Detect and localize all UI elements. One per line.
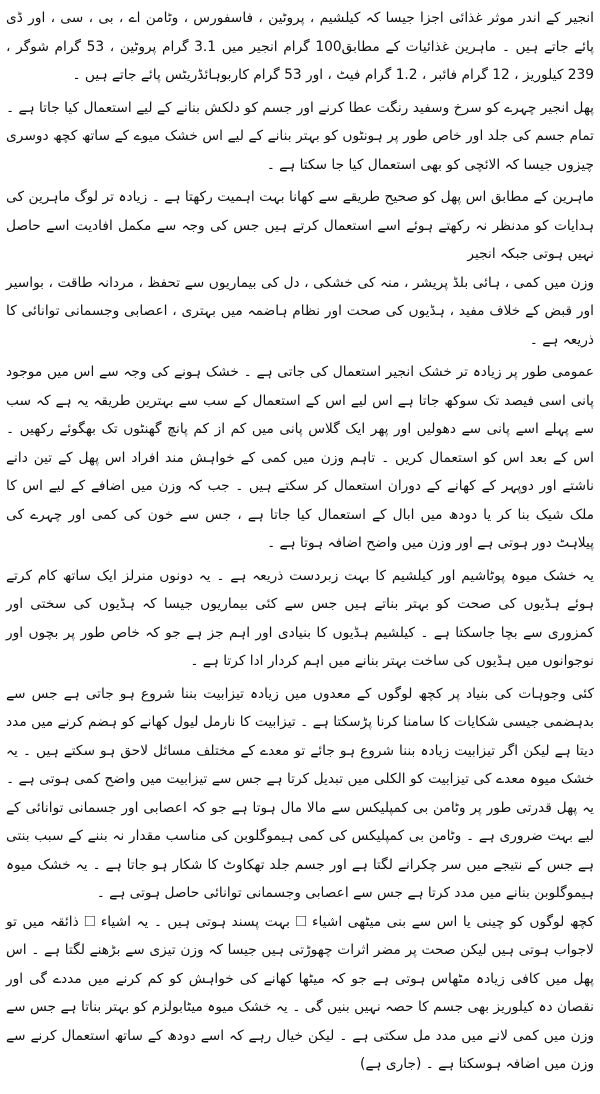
article-body bbox=[6, 4, 594, 1079]
paragraph-skin-beauty: پھل انجیر چہرے کو سرخ وسفید رنگت عطا کرنے اور جسم کو دلکش بنانے کے لیے استعمال کیا جاتا ہے ۔ تمام جسم کی جلد اور خاص طور پر ہونٹوں کو بہتر بنانے کے لیے اس خشک میوے کے ساتھ کچھ دوسری چیزوں جیسا کہ الائچی کو بھی استعمال کیا جا سکتا ہے ۔ bbox=[6, 99, 594, 173]
paragraph-sweet-craving: کچھ لوگوں کو چینی یا اس سے بنی میٹھی اشیاء 🞎 بہت پسند ہوتی ہیں ۔ یہ اشیاء 🞎 ذائقہ میں تو لاجواب ہوتی ہیں لیکن صحت پر مضر اثرات چھوڑتی ہیں جیسا کہ وزن تیزی سے بڑھنے لگتا ہے ۔ اس پھل میں کافی زیادہ مٹھاس ہوتی ہے جو کہ میٹھا کھانے کی خواہش کو کم کرنے میں مددے گی اور نقصان دہ کیلوریز بھی جسم کا حصہ نہیں بنیں گی ۔ یہ خشک میوہ میٹابولزم کو بہتر بناتا ہے جس سے وزن میں کمی لانے میں مدد مل سکتی ہے ۔ لیکن خیال رہے کہ اسے دودھ کے ساتھ استعمال کرنے سے وزن میں اضافہ ہوسکتا ہے ۔ (جاری ہے) bbox=[6, 913, 594, 1072]
paragraph-bone-health: یہ خشک میوہ پوٹاشیم اور کیلشیم کا بہت زبردست ذریعہ ہے ۔ یہ دونوں منرلز ایک ساتھ کام کرتے ہوئے ہڈیوں کی صحت کو بہتر بناتے ہیں جس سے کئی بیماریوں جیسا کہ ہڈیوں کی سختی اور کمزوری سے بچا جاسکتا ہے ۔ کیلشیم ہڈیوں کا بنیادی اور اہم جز ہے جو کہ خاص طور پر بچوں اور نوجوانوں میں ہڈیوں کی ساخت بہتر بنانے میں اہم کردار ادا کرتا ہے ۔ bbox=[6, 567, 594, 669]
paragraph-health-benefits: وزن میں کمی ، ہائی بلڈ پریشر ، منہ کی خشکی ، دل کی بیماریوں سے تحفظ ، مردانہ طاقت ، بواسیر اور قبض کے خلاف مفید ، ہڈیوں کی صحت اور نظام ہاضمہ میں بہتری ، اعصابی وجسمانی توانائی کا ذریعہ ہے ۔ bbox=[6, 274, 594, 348]
paragraph-correct-usage: ماہرین کے مطابق اس پھل کو صحیح طریقے سے کھانا بہت اہمیت رکھتا ہے ۔ زیادہ تر لوگ ماہرین کی ہدایات کو مدنظر نہ رکھتے ہوئے اسے استعمال کرتے ہیں جس کی وجہ سے مکمل افادیت اسے حاصل نہیں ہوتی جبکہ انجیر bbox=[6, 189, 594, 262]
paragraph-nutrition: انجیر کے اندر موثر غذائی اجزا جیسا کہ کیلشیم ، پروٹین ، فاسفورس ، وٹامن اے ، بی ، سی ، اور ڈی پائے جاتے ہیں ۔ ماہرین غذائیات کے مطابق100 گرام انجیر میں 3.1 گرام پروٹین ، 53 گرام شوگر ، 239 کیلوریز ، 12 گرام فائبر ، 1.2 گرام فیٹ ، اور 53 گرام کاربوہائڈریٹس پائے جاتے ہیں ۔ bbox=[6, 10, 594, 83]
paragraph-consumption-method: عمومی طور پر زیادہ تر خشک انجیر استعمال کی جاتی ہے ۔ خشک ہونے کی وجہ سے اس میں موجود پانی اسی فیصد تک سوکھ جاتا ہے اس لیے اس کے استعمال کے سب سے بہترین طریقہ یہ ہے کہ سب سے پہلے اسے پانی سے دھولیں اور پھر ایک گلاس پانی میں کم از کم پانچ گھنٹوں تک بھگوئے رکھیں ۔ اس کے بعد اس کو استعمال کریں ۔ تاہم وزن میں کمی کے خواہش مند افراد اس پھل کے تین دانے ناشتے اور دوپہر کے کھانے کے دوران استعمال کر سکتے ہیں ۔ جب کہ وزن میں اضافے کے لیے اس کا ملک شیک بنا کر یا دودھ میں ابال کے استعمال کیا جاتا ہے ، جس سے خون کی کمی اور چہرے کی پیلاہٹ دور ہوتی ہے اور وزن میں واضح اضافہ ہوتا ہے ۔ bbox=[6, 364, 594, 551]
paragraph-digestion-energy: کئی وجوہات کی بنیاد پر کچھ لوگوں کے معدوں میں زیادہ تیزابیت بننا شروع ہو جاتی ہے جس سے بدہضمی جیسی شکایات کا سامنا کرنا پڑسکتا ہے ۔ تیزابیت کا نارمل لیول کھانے کو ہضم کرنے میں مدد دیتا ہے لیکن اگر تیزابیت زیادہ بننا شروع ہو جائے تو معدے کے مختلف مسائل لاحق ہو سکتے ہیں ۔ یہ خشک میوہ معدے کی تیزابیت کو الکلی میں تبدیل کرتا ہے جس سے تیزابیت میں واضح کمی ہوتی ہے ۔ یہ پھل قدرتی طور پر وٹامن بی کمپلیکس سے مالا مال ہوتا ہے جو کہ اعصابی اور جسمانی توانائی کے لیے بہت ضروری ہے ۔ وٹامن بی کمپلیکس کی کمی ہیموگلوبن کی مناسب مقدار نہ بننے کے سبب بنتی ہے جس کے نتیجے میں سر چکرانے لگتا ہے اور جسم جلد تھکاوٹ کا شکار ہو جاتا ہے ۔ یہ خشک میوہ ہیموگلوبن بنانے میں مدد کرتا ہے جس سے اعصابی وجسمانی توانائی حاصل ہوتی ہے ۔ bbox=[6, 685, 594, 901]
